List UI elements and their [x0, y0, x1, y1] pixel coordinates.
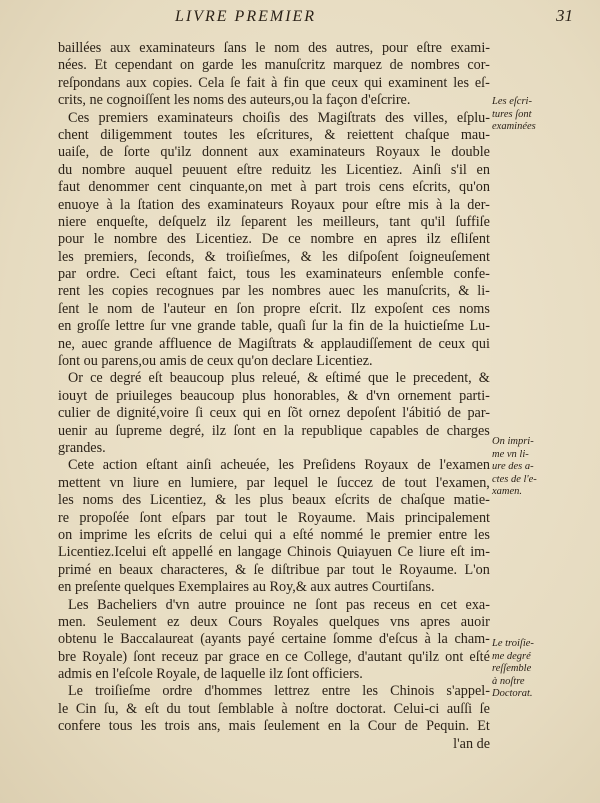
text-line: Cete action eſtant ainſi acheuée, les Preſidens Royaux de l'examen: [68, 457, 490, 474]
text-line: les noms des Licentiez, & les plus beaux eſcrits de chaſque matie-: [58, 492, 490, 509]
text-line: Le troiſieſme ordre d'hommes lettrez entre les Chinois s'appel-: [68, 683, 490, 700]
text-line: niere enqueſte, deſquelz ilz ſeparent les meilleurs, tant qu'il ſuffiſe: [58, 213, 490, 230]
margin-note-line: Le troiſie-: [492, 638, 534, 649]
text-line: uenir au ſupreme degré, ilz ſont en la republique capables de charges: [58, 422, 490, 439]
text-line: ſent le nom de l'auteur en ſon propre eſcrit. Ilz expoſent ces noms: [58, 300, 490, 317]
text-line: culier de dignité,voire ſi ceux qui en ſõt ornez depoſent l'ábitió de par-: [58, 405, 490, 422]
text-line: Or ce degré eſt beaucoup plus releué, & eſtimé que le precedent, &: [68, 370, 490, 387]
text-line: Ces premiers examinateurs choiſis des Magiſtrats des villes, eſplu-: [68, 109, 490, 126]
text-line: faut denommer cent cinquante,on met à part trois cens eſcrits, qu'on: [58, 179, 490, 196]
text-line: pour le nombre des Licentiez. De ce nombre en apres ilz eſliſent: [58, 231, 490, 248]
margin-note-examination: [492, 96, 552, 134]
text-line: Les Bacheliers d'vn autre prouince ne ſont pas receus en cet exa-: [68, 596, 490, 613]
margin-note-line: ctes de l'e-: [492, 473, 537, 485]
margin-note-printing: [492, 436, 552, 499]
text-line: nées. Et cependant on garde les manuſcritz marquez de nombres cor-: [58, 57, 490, 74]
margin-note-line: xamen.: [492, 486, 523, 497]
margin-note-line: examinées: [492, 121, 536, 132]
text-line: en groſſe lettre ſur vne grande table, quaſi ſur la fin de la huictieſme Lu-: [58, 318, 490, 335]
margin-note-line: me vn li-: [492, 448, 529, 460]
margin-note-line: à noſtre: [492, 675, 525, 687]
text-line: grandes.: [58, 439, 106, 456]
text-line: re propoſée ſont eſpars par tout le Royaume. Mais principalement: [58, 509, 490, 526]
page-number: 31: [556, 6, 573, 25]
text-line: on imprime les eſcrits de celui qui a eſté nommé le premier entre les: [58, 526, 490, 543]
text-line: le Cin ſu, & eſt du tout ſemblable à noſtre doctorat. Celui-ci auſſi ſe: [58, 700, 490, 717]
text-line: l'an de: [453, 735, 490, 752]
text-line: les premiers, ſeconds, & troiſieſmes, & les diſpoſent ſoigneuſement: [58, 248, 490, 265]
text-line: du nombre auquel peuuent eſtre reduitz les Licentiez. Ainſi s'il en: [58, 161, 490, 178]
text-line: baillées aux examinateurs ſans le nom des autres, pour eſtre exami-: [58, 40, 490, 56]
text-line: rent les copies recognues par les nombres auec les manuſcrits, & li-: [58, 283, 490, 300]
text-line: reſpondans aux copies. Cela ſe fait à fin que ceux qui examinent les eſ-: [58, 74, 490, 91]
text-line: Licentiez.Icelui eſt appellé en langage Chinois Quiayuen Ce liure eſt im-: [58, 544, 490, 561]
margin-note-line: me degré: [492, 650, 531, 662]
text-line: crits, ne cognoiſſent les noms des auteurs,ou la façon d'eſcrire.: [58, 92, 411, 109]
text-line: uaiſe, de ſorte qu'ilz donnent aux examinateurs Royaux le double: [58, 144, 490, 161]
margin-note-line: reſſemble: [492, 663, 532, 674]
text-line: mettent vn liure en lumiere, par lequel le ſuccez de tout l'examen,: [58, 474, 490, 491]
body-text: [58, 40, 490, 753]
margin-note-line: Les eſcri-: [492, 96, 532, 107]
margin-note-line: Doctorat.: [492, 688, 533, 699]
text-line: admis en l'eſcole Royale, de laquelle ilz ſont officiers.: [58, 666, 363, 683]
text-line: bre Royale) ſont receuz par grace en ce College, d'autant qu'ilz ont eſté: [58, 648, 490, 665]
margin-note-line: ure des a-: [492, 461, 534, 472]
margin-note-line: On impri-: [492, 436, 534, 447]
text-line: ne, auec grande affluence de Magiſtrats & applaudiſſement de ceux qui: [58, 335, 490, 352]
text-line: en preſente quelques Exemplaires au Roy,& aux autres Courtiſans.: [58, 579, 435, 596]
margin-note-line: tures ſont: [492, 108, 532, 120]
text-line: primé en beaux characteres, & ſe diſtribue par tout le Royaume. L'on: [58, 561, 490, 578]
text-line: iouyt de priuileges beaucoup plus honorables, & d'vn ornement parti-: [58, 387, 490, 404]
text-line: par ordre. Ceci eſtant faict, tous les examinateurs enſemble confe-: [58, 266, 490, 283]
text-line: men. Seulement ez deux Cours Royales quelques vns apres auoir: [58, 613, 490, 630]
text-line: ſont ou parens,ou amis de ceux qu'on declare Licentiez.: [58, 353, 373, 370]
running-title: LIVRE PREMIER: [175, 8, 317, 25]
text-line: chent diligemment toutes les eſcritures, & reiettent chaſque mau-: [58, 126, 490, 143]
margin-note-third-degree: [492, 638, 552, 701]
text-line: enuoye à la ſtation des examinateurs Royaux pour eſtre mis à la der-: [58, 196, 490, 213]
text-line: obtenu le Baccalaureat (ayants payé certaine ſomme d'eſcus à la cham-: [58, 631, 490, 648]
text-line: confere tous les trois ans, mais ſeulement en la Cour de Pequin. Et: [58, 718, 490, 735]
